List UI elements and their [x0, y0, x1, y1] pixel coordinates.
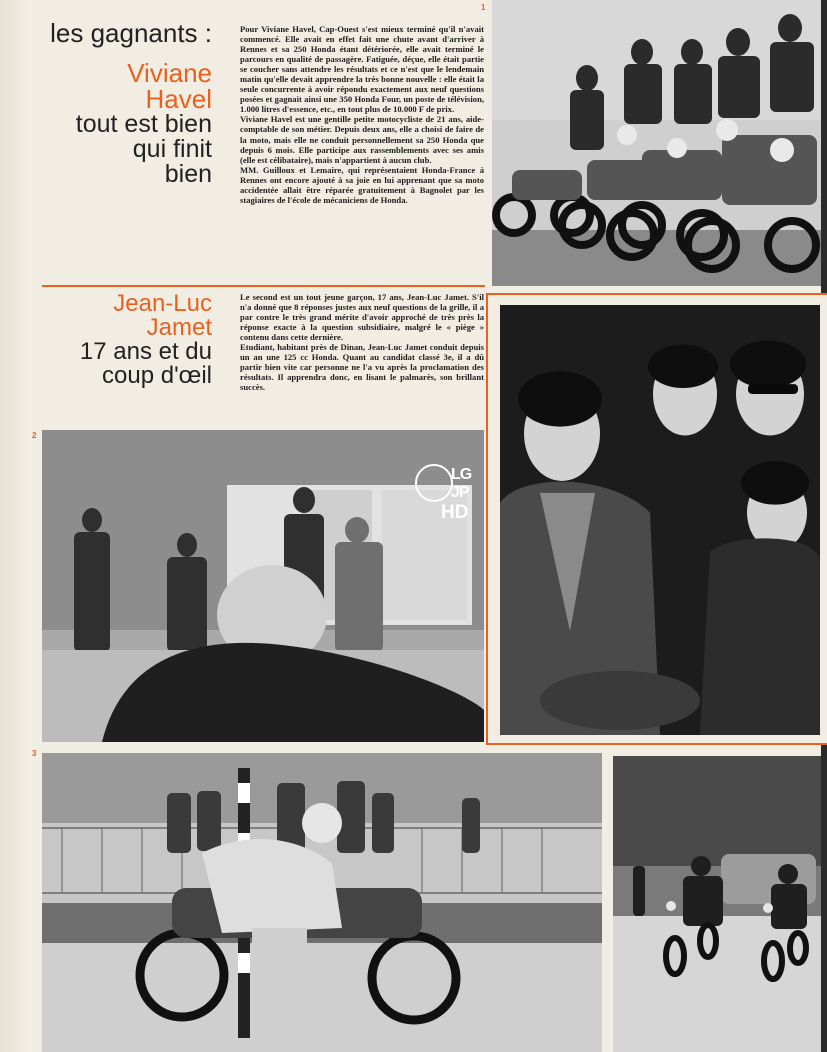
headline-name-first: Jean-Luc	[113, 290, 212, 317]
article-paragraph: Viviane Havel est une gentille petite motocycliste de 21 ans, aide-comptable de son métier. Depuis deux ans, elle a choisi de faire de la moto, mais elle ne conduit personnellement sa 250 Honda que depuis 6 mois. Elle participe aux rassemblements avec ses amis (elle est célibataire), mais n'appartient à aucun club.	[240, 114, 484, 165]
watermark-text-2: JP	[451, 484, 469, 501]
photo-winners-motorcycles	[492, 0, 821, 286]
headline-name-last: Havel	[145, 84, 212, 114]
headline-intro: les gagnants :	[50, 18, 212, 48]
headline-sub-3: bien	[164, 160, 212, 188]
headline-name-last: Jamet	[146, 314, 212, 341]
article-paragraph: Pour Viviane Havel, Cap-Ouest s'est mieux terminé qu'il n'avait commencé. Elle avait en effet fait une chute avant d'arriver à Rennes et sa 250 Honda étant détériorée, elle avait terminé le parcours en qualité de passagère. Fatiguée, déçue, elle était partie se coucher sans attendre les résultats et ce n'est que le lendemain matin qu'elle devait apprendre la très bonne nouvelle : elle était la seule concurrente à avoir répondu exactement aux neuf questions posées et gagnait ainsi une 350 Honda Four, un poste de télévision, 1.000 litres d'essence, etc., en tout plus de 10.000 F de prix.	[240, 24, 484, 115]
figure-number-1: 1	[481, 3, 486, 12]
photo-rider-test	[42, 753, 602, 1052]
article-paragraph: Le second est un tout jeune garçon, 17 ans, Jean-Luc Jamet. S'il n'a donné que 8 réponses justes aux neuf questions de la grille, il a par contre le très grand mérite d'avoir approché de très près la réponse exacte à la question subsidiaire, malgré le « piège » contenu dans cette dernière.	[240, 292, 484, 343]
watermark-text-3: HD	[441, 502, 469, 523]
watermark	[413, 462, 483, 530]
headline-sub-1: 17 ans et du	[79, 338, 212, 365]
headline-jean-luc	[12, 292, 212, 388]
headline-sub-2: qui finit	[132, 135, 212, 163]
article-jean-luc	[240, 292, 484, 426]
figure-number-3: 3	[32, 749, 37, 758]
section-divider	[42, 285, 485, 287]
photo-jean-luc-crowd	[486, 293, 827, 745]
watermark-face-icon	[415, 464, 453, 502]
figure-number-2: 2	[32, 431, 37, 440]
watermark-text-1: LG	[451, 466, 472, 483]
headline-viviane	[12, 20, 212, 187]
headline-sub-1: tout est bien	[75, 110, 212, 138]
headline-sub-2: coup d'œil	[102, 362, 212, 389]
article-paragraph: MM. Guilloux et Lemaire, qui représentaient Honda-France à Rennes ont encore ajouté à sa joie en lui apprenant que sa moto accidentée allait être réparée gratuitement à Bagnolet par les stagiaires de l'école de mécaniciens de Honda.	[240, 164, 484, 205]
photo-riders-road	[613, 756, 821, 1052]
article-viviane	[240, 24, 484, 282]
headline-name-first: Viviane	[127, 58, 212, 88]
article-paragraph: Etudiant, habitant près de Dinan, Jean-Luc Jamet conduit depuis un an une 125 cc Honda. Quant au candidat classé 3e, il a dû partir bien vite car personne ne l'a vu après la proclamation des résultats. Il apprendra donc, en lisant le palmarès, son brillant succès.	[240, 342, 484, 393]
